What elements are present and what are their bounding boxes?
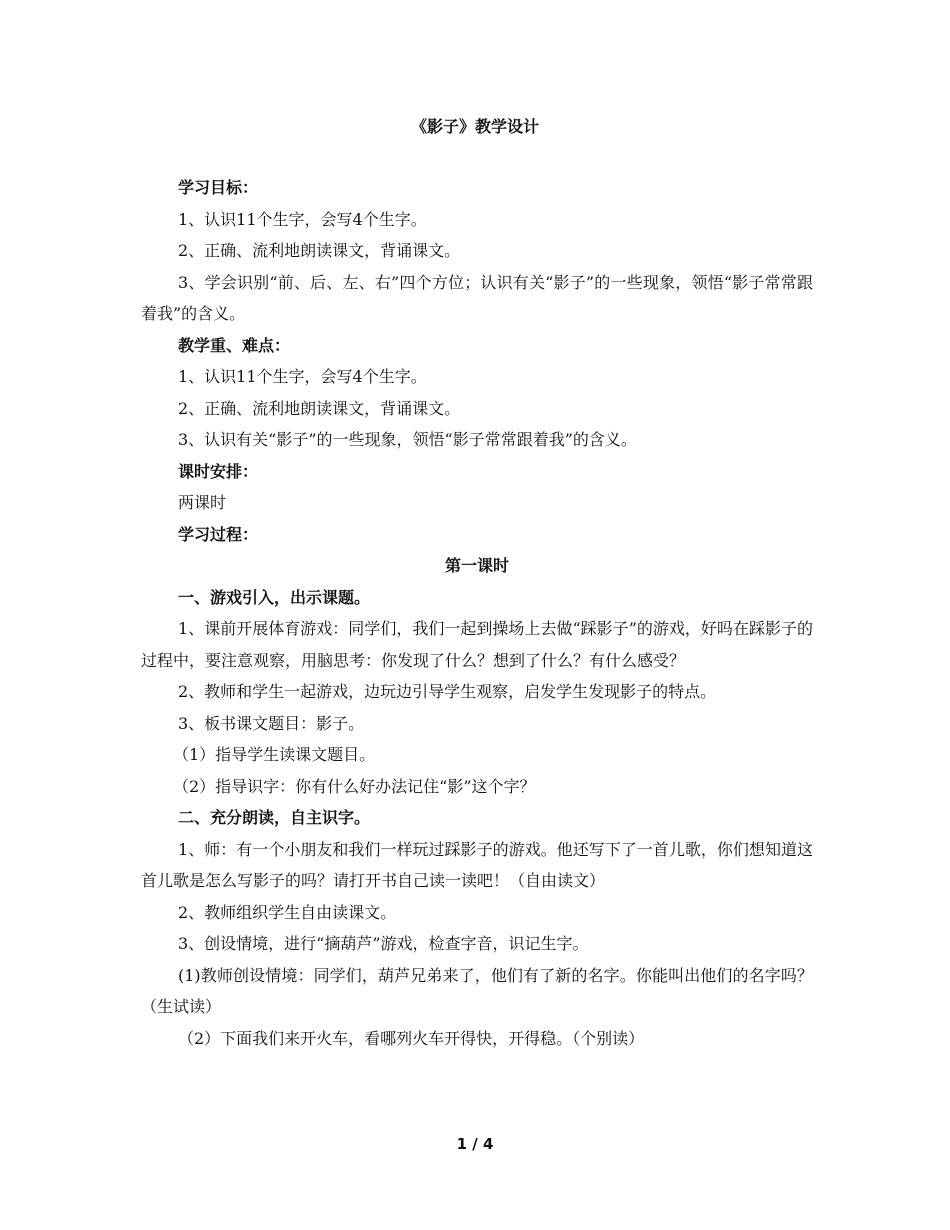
document-body <box>141 172 813 1054</box>
paragraph: 3、认识有关“影子”的一些现象，领悟“影子常常跟着我”的含义。 <box>178 430 637 449</box>
section-heading: 一、游戏引入，出示课题。 <box>178 587 371 607</box>
paragraph: （2）下面我们来开火车，看哪列火车开得快，开得稳。（个别读） <box>178 1028 645 1048</box>
paragraph: 1、师：有一个小朋友和我们一样玩过踩影子的游戏。他还写下了一首儿歌，你们想知道这首儿歌是怎么写影子的吗？请打开书自己读一读吧！（自由读文） <box>141 839 813 890</box>
document-title: 《影子》教学设计 <box>410 117 539 136</box>
paragraph: 2、正确、流利地朗读课文，背诵课文。 <box>178 241 461 260</box>
paragraph: （2）指导识字：你有什么好办法记住“影”这个字？ <box>173 776 536 796</box>
paragraph: 2、正确、流利地朗读课文，背诵课文。 <box>178 398 461 418</box>
paragraph: 3、创设情境，进行“摘葫芦”游戏，检查字音，识记生字。 <box>178 934 589 953</box>
section-heading: 课时安排： <box>178 461 259 481</box>
paragraph: 2、教师和学生一起游戏，边玩边引导学生观察，启发学生发现影子的特点。 <box>178 682 717 701</box>
paragraph: 3、学会识别“前、后、左、右”四个方位；认识有关“影子”的一些现象，领悟“影子常常跟着我”的含义。 <box>141 272 813 323</box>
paragraph: 2、教师组织学生自由读课文。 <box>178 902 397 922</box>
section-heading: 教学重、难点： <box>178 335 291 355</box>
page-number: 1 / 4 <box>456 1135 494 1153</box>
paragraph: （1）指导学生读课文题目。 <box>173 745 376 764</box>
paragraph: 1、课前开展体育游戏：同学们，我们一起到操场上去做“踩影子”的游戏，好吗在踩影子的过程中，要注意观察，用脑思考：你发现了什么？想到了什么？有什么感受？ <box>141 619 813 670</box>
paragraph: 3、板书课文题目：影子。 <box>178 713 365 733</box>
paragraph: 1、认识11个生字，会写4个生字。 <box>178 367 427 386</box>
paragraph: (1)教师创设情境：同学们，葫芦兄弟来了，他们有了新的名字。你能叫出他们的名字吗？（生试读） <box>141 965 813 1016</box>
lesson-heading: 第一课时 <box>444 556 509 575</box>
section-heading: 二、充分朗读，自主识字。 <box>178 808 371 827</box>
paragraph: 两课时 <box>178 493 227 512</box>
section-heading: 学习过程： <box>178 524 259 544</box>
paragraph: 1、认识11个生字，会写4个生字。 <box>178 209 427 229</box>
section-heading: 学习目标： <box>178 178 259 197</box>
